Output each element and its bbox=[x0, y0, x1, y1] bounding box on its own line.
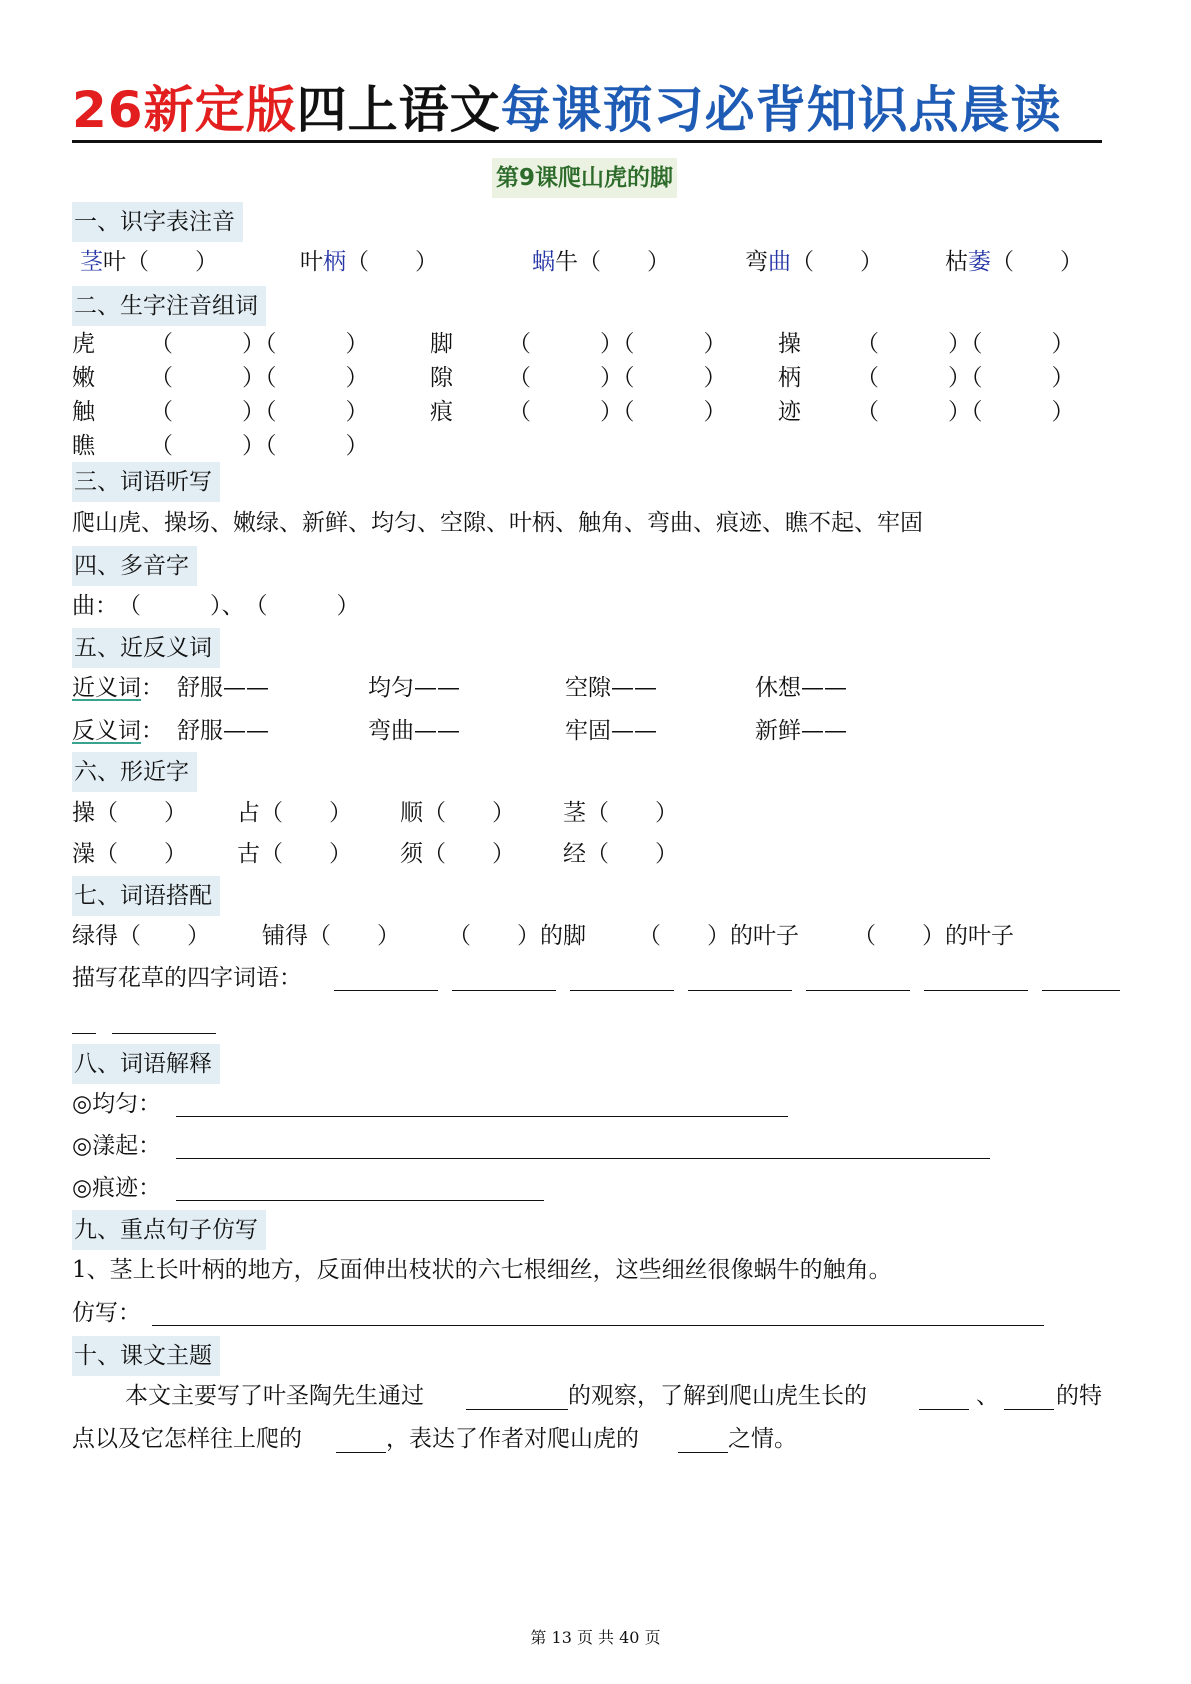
s2-char: 瞧 bbox=[72, 433, 95, 459]
s10-text: 、 bbox=[976, 1383, 999, 1409]
answer-line[interactable] bbox=[678, 1452, 728, 1453]
s2-blanks: （ ）（ ） bbox=[508, 365, 727, 391]
s10-text: 本文主要写了叶圣陶先生通过 bbox=[125, 1383, 424, 1409]
s5-synonym-label: 近义词： bbox=[72, 675, 164, 701]
s2-blanks: （ ）（ ） bbox=[856, 365, 1075, 391]
section-heading-2: 二、生字注音组词 bbox=[72, 286, 266, 326]
section-heading-5: 五、近反义词 bbox=[72, 628, 220, 668]
s2-blanks: （ ）（ ） bbox=[508, 331, 727, 357]
s6-char: 茎（ ） bbox=[563, 800, 678, 826]
s5-synonym: 舒服—— bbox=[177, 675, 269, 701]
s6-char: 古（ ） bbox=[237, 841, 352, 867]
s6-char: 经（ ） bbox=[563, 841, 678, 867]
banner-part1: 26新定版 bbox=[72, 81, 297, 139]
s6-char: 须（ ） bbox=[400, 841, 515, 867]
s10-text: ，表达了作者对爬山虎的 bbox=[386, 1426, 639, 1452]
s2-char: 触 bbox=[72, 399, 95, 425]
section-heading-1: 一、识字表注音 bbox=[72, 202, 243, 242]
s3-word-list: 爬山虎、操场、嫩绿、新鲜、均匀、空隙、叶柄、触角、弯曲、痕迹、瞧不起、牢固 bbox=[72, 510, 923, 536]
s2-char: 柄 bbox=[778, 365, 801, 391]
s7-pair: （ ）的脚 bbox=[448, 923, 586, 949]
section-heading-9: 九、重点句子仿写 bbox=[72, 1210, 266, 1250]
s5-antonym: 弯曲—— bbox=[368, 718, 460, 744]
s5-antonym: 牢固—— bbox=[565, 718, 657, 744]
section-heading-7: 七、词语搭配 bbox=[72, 876, 220, 916]
answer-line[interactable] bbox=[176, 1116, 788, 1117]
s4-polyphone: 曲： （ ）、 （ ） bbox=[72, 593, 360, 619]
s9-imitate-label: 仿写： bbox=[72, 1300, 141, 1326]
s2-char: 迹 bbox=[778, 399, 801, 425]
answer-line[interactable] bbox=[176, 1158, 990, 1159]
s5-antonym: 舒服—— bbox=[177, 718, 269, 744]
s2-blanks: （ ）（ ） bbox=[150, 433, 369, 459]
banner-part2: 四上语文 bbox=[296, 81, 501, 139]
answer-line[interactable] bbox=[1042, 990, 1120, 991]
answer-line[interactable] bbox=[152, 1325, 1044, 1326]
s2-char: 隙 bbox=[430, 365, 453, 391]
answer-line[interactable] bbox=[336, 1452, 386, 1453]
s5-synonym: 均匀—— bbox=[368, 675, 460, 701]
section-heading-4: 四、多音字 bbox=[72, 546, 197, 586]
s10-text: 之情。 bbox=[728, 1426, 797, 1452]
answer-line[interactable] bbox=[334, 990, 438, 991]
s5-antonym-label: 反义词： bbox=[72, 718, 164, 744]
section-heading-3: 三、词语听写 bbox=[72, 462, 220, 502]
s7-pair: （ ）的叶子 bbox=[853, 923, 1014, 949]
s1-word-4: 弯曲（ ） bbox=[745, 249, 883, 275]
s8-term: ◎漾起： bbox=[72, 1133, 162, 1159]
s6-char: 澡（ ） bbox=[72, 841, 187, 867]
s7-describe-label: 描写花草的四字词语： bbox=[72, 965, 302, 991]
section-heading-8: 八、词语解释 bbox=[72, 1044, 220, 1084]
s7-pair: 铺得（ ） bbox=[262, 923, 400, 949]
s5-synonym: 休想—— bbox=[755, 675, 847, 701]
s5-antonym: 新鲜—— bbox=[755, 718, 847, 744]
answer-line[interactable] bbox=[112, 1033, 216, 1034]
s10-text: 点以及它怎样往上爬的 bbox=[72, 1426, 302, 1452]
s2-char: 脚 bbox=[430, 331, 453, 357]
s7-pair: （ ）的叶子 bbox=[638, 923, 799, 949]
s2-blanks: （ ）（ ） bbox=[150, 331, 369, 357]
s9-sentence: 1、茎上长叶柄的地方，反面伸出枝状的六七根细丝，这些细丝很像蜗牛的触角。 bbox=[72, 1257, 892, 1283]
section-heading-10: 十、课文主题 bbox=[72, 1336, 220, 1376]
answer-line[interactable] bbox=[924, 990, 1028, 991]
s10-text: 的观察，了解到爬山虎生长的 bbox=[568, 1383, 867, 1409]
answer-line[interactable] bbox=[688, 990, 792, 991]
page-banner bbox=[72, 80, 1102, 140]
s6-char: 操（ ） bbox=[72, 800, 187, 826]
s6-char: 占（ ） bbox=[237, 800, 352, 826]
s1-word-2: 叶柄（ ） bbox=[300, 249, 438, 275]
section-heading-6: 六、形近字 bbox=[72, 752, 197, 792]
answer-line[interactable] bbox=[806, 990, 910, 991]
s6-char: 顺（ ） bbox=[400, 800, 515, 826]
s2-blanks: （ ）（ ） bbox=[150, 399, 369, 425]
answer-line[interactable] bbox=[919, 1409, 969, 1410]
s5-synonym: 空隙—— bbox=[565, 675, 657, 701]
s1-word-3: 蜗牛（ ） bbox=[532, 249, 670, 275]
s7-pair: 绿得（ ） bbox=[72, 923, 210, 949]
answer-line[interactable] bbox=[570, 990, 674, 991]
answer-line[interactable] bbox=[176, 1200, 544, 1201]
s2-char: 痕 bbox=[430, 399, 453, 425]
page-number: 第 13 页 共 40 页 bbox=[530, 1628, 661, 1647]
s8-term: ◎均匀： bbox=[72, 1091, 162, 1117]
s2-blanks: （ ）（ ） bbox=[508, 399, 727, 425]
s10-text: 的特 bbox=[1056, 1383, 1102, 1409]
answer-line[interactable] bbox=[72, 1033, 96, 1034]
answer-line[interactable] bbox=[466, 1409, 568, 1410]
s2-char: 虎 bbox=[72, 331, 95, 357]
banner-rule bbox=[72, 140, 1102, 143]
s2-char: 操 bbox=[778, 331, 801, 357]
s8-term: ◎痕迹： bbox=[72, 1175, 162, 1201]
s2-blanks: （ ）（ ） bbox=[856, 399, 1075, 425]
lesson-title: 第9课爬山虎的脚 bbox=[492, 158, 677, 198]
answer-line[interactable] bbox=[1004, 1409, 1054, 1410]
s2-blanks: （ ）（ ） bbox=[856, 331, 1075, 357]
s1-word-1: 茎叶（ ） bbox=[80, 249, 218, 275]
banner-part3: 每课预习必背知识点晨读 bbox=[500, 81, 1062, 139]
s2-char: 嫩 bbox=[72, 365, 95, 391]
s2-blanks: （ ）（ ） bbox=[150, 365, 369, 391]
answer-line[interactable] bbox=[452, 990, 556, 991]
s1-word-5: 枯萎（ ） bbox=[945, 249, 1083, 275]
